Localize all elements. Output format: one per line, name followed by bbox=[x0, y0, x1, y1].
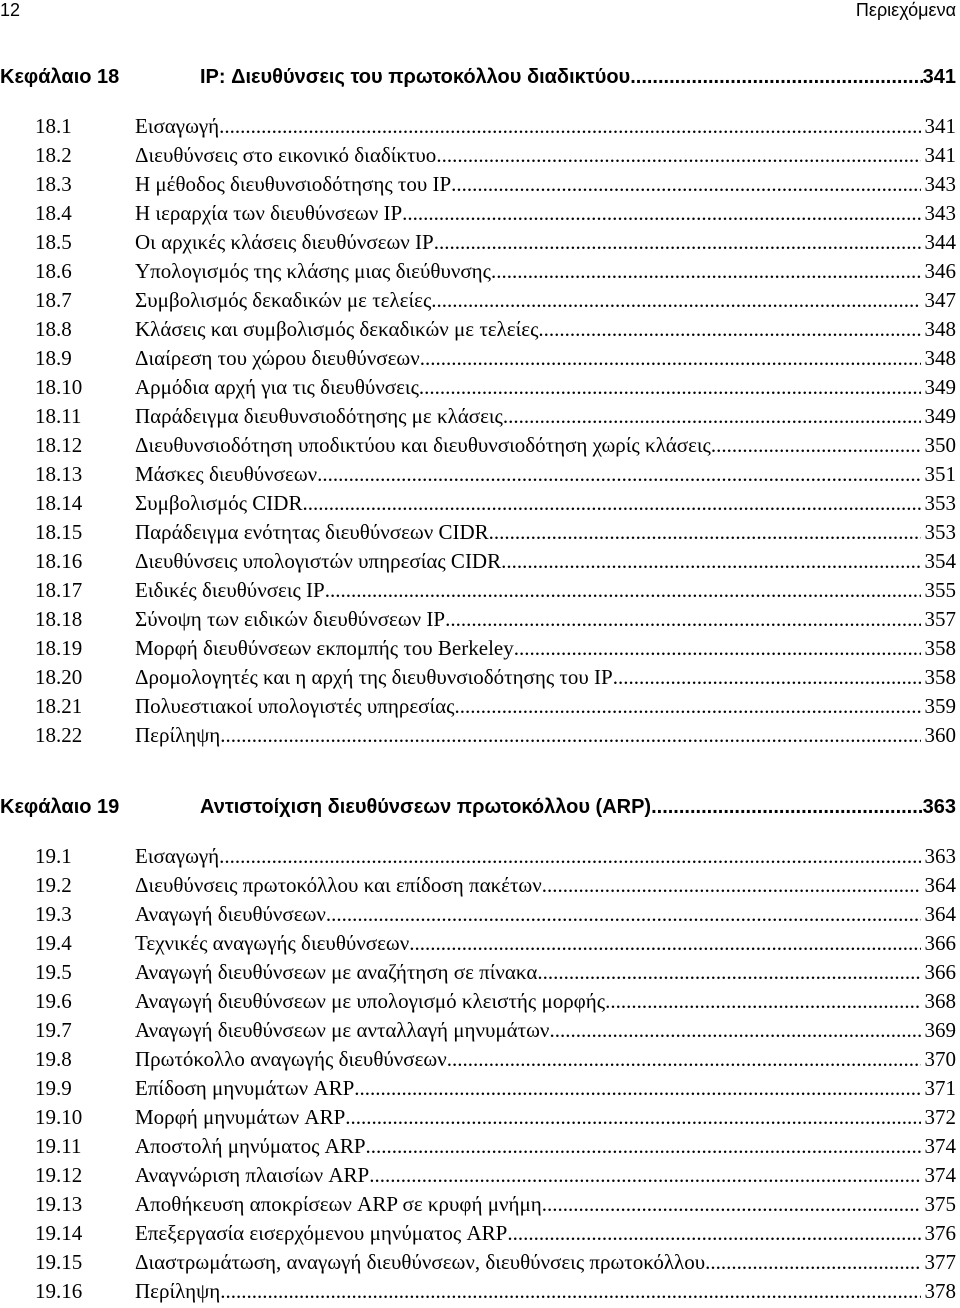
section-title: Μορφή διευθύνσεων εκπομπής του Berkeley bbox=[135, 636, 514, 660]
dot-leader bbox=[219, 842, 920, 871]
dot-leader bbox=[325, 576, 921, 605]
toc-entry[interactable] bbox=[0, 344, 956, 373]
section-number: 18.21 bbox=[35, 694, 83, 718]
toc-entry[interactable] bbox=[0, 315, 956, 344]
section-page: 366 bbox=[924, 960, 956, 984]
section-page: 347 bbox=[924, 288, 956, 312]
dot-leader bbox=[219, 112, 920, 141]
section-number: 19.4 bbox=[35, 931, 72, 955]
section-number: 19.3 bbox=[35, 902, 72, 926]
toc-entry[interactable] bbox=[0, 1103, 956, 1132]
section-page: 368 bbox=[924, 989, 956, 1013]
dot-leader bbox=[630, 66, 922, 89]
chapter-label: Κεφάλαιο 19 bbox=[0, 796, 120, 818]
chapter-title: Αντιστοίχιση διευθύνσεων πρωτοκόλλου (ARP) bbox=[200, 796, 652, 818]
section-page: 375 bbox=[924, 1192, 956, 1216]
section-number: 18.22 bbox=[35, 723, 83, 747]
toc-entry[interactable] bbox=[0, 1248, 956, 1277]
section-number: 18.11 bbox=[35, 404, 82, 428]
section-title: Δρομολογητές και η αρχή της διευθυνσιοδότησης του IP bbox=[135, 665, 613, 689]
dot-leader bbox=[345, 1103, 920, 1132]
dot-leader bbox=[538, 315, 920, 344]
section-title: Διευθύνσεις υπολογιστών υπηρεσίας CIDR bbox=[135, 549, 502, 573]
dot-leader bbox=[220, 1277, 920, 1306]
dot-leader bbox=[317, 460, 920, 489]
section-title: Αποθήκευση αποκρίσεων ARP σε κρυφή μνήμη bbox=[135, 1192, 542, 1216]
section-number: 18.18 bbox=[35, 607, 83, 631]
section-title: Σύνοψη των ειδικών διευθύνσεων IP bbox=[135, 607, 446, 631]
section-number: 18.8 bbox=[35, 317, 72, 341]
section-page: 377 bbox=[924, 1250, 956, 1274]
section-page: 348 bbox=[924, 317, 956, 341]
section-number: 18.13 bbox=[35, 462, 83, 486]
section-number: 18.19 bbox=[35, 636, 83, 660]
toc-entry[interactable] bbox=[0, 141, 956, 170]
dot-leader bbox=[402, 199, 920, 228]
section-number: 18.3 bbox=[35, 172, 72, 196]
dot-leader bbox=[366, 1132, 921, 1161]
toc-entry[interactable] bbox=[0, 199, 956, 228]
section-title: Επίδοση μηνυμάτων ARP bbox=[135, 1076, 355, 1100]
section-title: Εισαγωγή bbox=[135, 844, 220, 868]
section-number: 19.12 bbox=[35, 1163, 83, 1187]
toc-entry[interactable] bbox=[0, 929, 956, 958]
toc-entry[interactable] bbox=[0, 692, 956, 721]
section-title: Διευθύνσεις πρωτοκόλλου και επίδοση πακέτων bbox=[135, 873, 542, 897]
toc-entry[interactable] bbox=[0, 170, 956, 199]
dot-leader bbox=[542, 871, 921, 900]
section-number: 18.12 bbox=[35, 433, 83, 457]
section-title: Διευθύνσεις στο εικονικό διαδίκτυο bbox=[135, 143, 437, 167]
section-title: Περίληψη bbox=[135, 1279, 221, 1303]
section-page: 353 bbox=[924, 520, 956, 544]
section-page: 370 bbox=[924, 1047, 956, 1071]
toc-entry[interactable] bbox=[0, 842, 956, 871]
toc-entry[interactable] bbox=[0, 286, 956, 315]
section-number: 18.20 bbox=[35, 665, 83, 689]
dot-leader bbox=[326, 900, 921, 929]
section-title: Αναγωγή διευθύνσεων με αναζήτηση σε πίνακα bbox=[135, 960, 538, 984]
section-page: 353 bbox=[924, 491, 956, 515]
toc-entry[interactable] bbox=[0, 460, 956, 489]
toc-entry[interactable] bbox=[0, 1277, 956, 1306]
chapter-label: Κεφάλαιο 18 bbox=[0, 66, 120, 88]
toc-entry[interactable] bbox=[0, 987, 956, 1016]
chapter-heading-19[interactable] bbox=[0, 796, 956, 826]
section-title: Τεχνικές αναγωγής διευθύνσεων bbox=[135, 931, 410, 955]
section-page: 376 bbox=[924, 1221, 956, 1245]
toc-entry[interactable] bbox=[0, 373, 956, 402]
dot-leader bbox=[549, 1016, 920, 1045]
section-number: 19.16 bbox=[35, 1279, 83, 1303]
section-number: 18.9 bbox=[35, 346, 72, 370]
section-title: Υπολογισμός της κλάσης μιας διεύθυνσης bbox=[135, 259, 491, 283]
toc-entry[interactable] bbox=[0, 576, 956, 605]
toc-entry[interactable] bbox=[0, 1219, 956, 1248]
section-title: Πρωτόκολλο αναγωγής διευθύνσεων bbox=[135, 1047, 447, 1071]
section-title: Μορφή μηνυμάτων ARP bbox=[135, 1105, 346, 1129]
section-page: 349 bbox=[924, 375, 956, 399]
section-page: 346 bbox=[924, 259, 956, 283]
section-number: 18.15 bbox=[35, 520, 83, 544]
section-page: 341 bbox=[924, 143, 956, 167]
section-number: 18.6 bbox=[35, 259, 72, 283]
section-number: 19.6 bbox=[35, 989, 72, 1013]
section-number: 19.14 bbox=[35, 1221, 83, 1245]
section-title: Συμβολισμός CIDR bbox=[135, 491, 303, 515]
toc-entry[interactable] bbox=[0, 958, 956, 987]
toc-entry[interactable] bbox=[0, 112, 956, 141]
section-title: Η μέθοδος διευθυνσιοδότησης του IP bbox=[135, 172, 452, 196]
page-header bbox=[0, 0, 960, 24]
section-title: Περίληψη bbox=[135, 723, 221, 747]
section-page: 358 bbox=[924, 665, 956, 689]
section-page: 354 bbox=[924, 549, 956, 573]
section-list-18 bbox=[0, 112, 956, 750]
section-title: Εισαγωγή bbox=[135, 114, 220, 138]
dot-leader bbox=[613, 663, 921, 692]
dot-leader bbox=[220, 721, 920, 750]
section-number: 19.2 bbox=[35, 873, 72, 897]
dot-leader bbox=[302, 489, 920, 518]
dot-leader bbox=[489, 518, 921, 547]
toc-entry[interactable] bbox=[0, 721, 956, 750]
section-page: 341 bbox=[924, 114, 956, 138]
dot-leader bbox=[651, 796, 923, 819]
section-page: 357 bbox=[924, 607, 956, 631]
toc-entry[interactable] bbox=[0, 1045, 956, 1074]
dot-leader bbox=[451, 170, 920, 199]
dot-leader bbox=[542, 1190, 921, 1219]
section-page: 374 bbox=[924, 1134, 956, 1158]
section-number: 19.13 bbox=[35, 1192, 83, 1216]
section-number: 19.11 bbox=[35, 1134, 82, 1158]
section-page: 348 bbox=[924, 346, 956, 370]
dot-leader bbox=[369, 1161, 920, 1190]
toc-entry[interactable] bbox=[0, 228, 956, 257]
chapter-title: IP: Διευθύνσεις του πρωτοκόλλου διαδικτύου bbox=[200, 66, 631, 88]
dot-leader bbox=[434, 228, 921, 257]
section-title: Κλάσεις και συμβολισμός δεκαδικών με τελείες bbox=[135, 317, 539, 341]
section-title: Οι αρχικές κλάσεις διευθύνσεων IP bbox=[135, 230, 434, 254]
dot-leader bbox=[537, 958, 920, 987]
section-title: Συμβολισμός δεκαδικών με τελείες bbox=[135, 288, 432, 312]
dot-leader bbox=[507, 1219, 920, 1248]
toc-entry[interactable] bbox=[0, 634, 956, 663]
section-page: 371 bbox=[924, 1076, 956, 1100]
section-title: Αναγωγή διευθύνσεων με υπολογισμό κλειστής μορφής bbox=[135, 989, 606, 1013]
section-number: 18.14 bbox=[35, 491, 83, 515]
section-title: Ειδικές διευθύνσεις IP bbox=[135, 578, 325, 602]
section-number: 18.16 bbox=[35, 549, 83, 573]
section-number: 19.8 bbox=[35, 1047, 72, 1071]
section-page: 364 bbox=[924, 902, 956, 926]
section-list-19 bbox=[0, 842, 956, 1306]
dot-leader bbox=[605, 987, 920, 1016]
toc-entry[interactable] bbox=[0, 489, 956, 518]
dot-leader bbox=[419, 373, 921, 402]
section-page: 349 bbox=[924, 404, 956, 428]
section-page: 343 bbox=[924, 172, 956, 196]
section-title: Διαίρεση του χώρου διευθύνσεων bbox=[135, 346, 420, 370]
section-title: Παράδειγμα ενότητας διευθύνσεων CIDR bbox=[135, 520, 489, 544]
toc-entry[interactable] bbox=[0, 1016, 956, 1045]
toc-entry[interactable] bbox=[0, 1132, 956, 1161]
dot-leader bbox=[436, 141, 920, 170]
running-title: Περιεχόμενα bbox=[855, 0, 956, 20]
section-number: 19.5 bbox=[35, 960, 72, 984]
section-number: 19.7 bbox=[35, 1018, 72, 1042]
section-page: 359 bbox=[924, 694, 956, 718]
toc-entry[interactable] bbox=[0, 663, 956, 692]
toc-entry[interactable] bbox=[0, 605, 956, 634]
section-page: 378 bbox=[924, 1279, 956, 1303]
section-page: 355 bbox=[924, 578, 956, 602]
section-page: 374 bbox=[924, 1163, 956, 1187]
section-title: Διαστρωμάτωση, αναγωγή διευθύνσεων, διευθύνσεις πρωτοκόλλου bbox=[135, 1250, 706, 1274]
section-title: Αποστολή μηνύματος ARP bbox=[135, 1134, 366, 1158]
section-title: Αναγωγή διευθύνσεων με ανταλλαγή μηνυμάτων bbox=[135, 1018, 550, 1042]
section-page: 360 bbox=[924, 723, 956, 747]
toc-entry[interactable] bbox=[0, 431, 956, 460]
section-title: Αναγνώριση πλαισίων ARP bbox=[135, 1163, 370, 1187]
section-page: 343 bbox=[924, 201, 956, 225]
dot-leader bbox=[354, 1074, 920, 1103]
dot-leader bbox=[705, 1248, 920, 1277]
chapter-page: 341 bbox=[922, 66, 956, 88]
toc-entry[interactable] bbox=[0, 1161, 956, 1190]
toc-entry[interactable] bbox=[0, 1190, 956, 1219]
toc-entry[interactable] bbox=[0, 871, 956, 900]
section-title: Παράδειγμα διευθυνσιοδότησης με κλάσεις bbox=[135, 404, 503, 428]
section-title: Αναγωγή διευθύνσεων bbox=[135, 902, 326, 926]
dot-leader bbox=[409, 929, 920, 958]
page-number: 12 bbox=[0, 0, 21, 20]
section-number: 18.7 bbox=[35, 288, 72, 312]
section-page: 351 bbox=[924, 462, 956, 486]
section-title: Πολυεστιακοί υπολογιστές υπηρεσίας bbox=[135, 694, 455, 718]
dot-leader bbox=[445, 605, 920, 634]
section-page: 369 bbox=[924, 1018, 956, 1042]
section-page: 363 bbox=[924, 844, 956, 868]
dot-leader bbox=[503, 402, 921, 431]
section-page: 372 bbox=[924, 1105, 956, 1129]
section-title: Η ιεραρχία των διευθύνσεων IP bbox=[135, 201, 403, 225]
section-number: 19.15 bbox=[35, 1250, 83, 1274]
dot-leader bbox=[431, 286, 920, 315]
section-page: 364 bbox=[924, 873, 956, 897]
section-number: 18.5 bbox=[35, 230, 72, 254]
dot-leader bbox=[420, 344, 921, 373]
chapter-page: 363 bbox=[922, 796, 956, 818]
dot-leader bbox=[514, 634, 921, 663]
section-number: 19.9 bbox=[35, 1076, 72, 1100]
section-number: 18.4 bbox=[35, 201, 72, 225]
dot-leader bbox=[501, 547, 920, 576]
toc-entry[interactable] bbox=[0, 547, 956, 576]
section-number: 18.17 bbox=[35, 578, 83, 602]
dot-leader bbox=[491, 257, 921, 286]
section-page: 350 bbox=[924, 433, 956, 457]
chapter-heading-18[interactable] bbox=[0, 66, 956, 96]
section-number: 18.1 bbox=[35, 114, 72, 138]
section-number: 18.2 bbox=[35, 143, 72, 167]
toc-entry[interactable] bbox=[0, 402, 956, 431]
section-number: 18.10 bbox=[35, 375, 83, 399]
dot-leader bbox=[447, 1045, 921, 1074]
toc-entry[interactable] bbox=[0, 1074, 956, 1103]
section-page: 344 bbox=[924, 230, 956, 254]
section-title: Αρμόδια αρχή για τις διευθύνσεις bbox=[135, 375, 419, 399]
section-title: Επεξεργασία εισερχόμενου μηνύματος ARP bbox=[135, 1221, 508, 1245]
toc-entry[interactable] bbox=[0, 518, 956, 547]
toc-entry[interactable] bbox=[0, 257, 956, 286]
section-page: 358 bbox=[924, 636, 956, 660]
section-title: Διευθυνσιοδότηση υποδικτύου και διευθυνσιοδότηση χωρίς κλάσεις bbox=[135, 433, 711, 457]
section-page: 366 bbox=[924, 931, 956, 955]
section-title: Μάσκες διευθύνσεων bbox=[135, 462, 318, 486]
section-number: 19.10 bbox=[35, 1105, 83, 1129]
dot-leader bbox=[711, 431, 921, 460]
toc-entry[interactable] bbox=[0, 900, 956, 929]
dot-leader bbox=[454, 692, 920, 721]
section-number: 19.1 bbox=[35, 844, 72, 868]
